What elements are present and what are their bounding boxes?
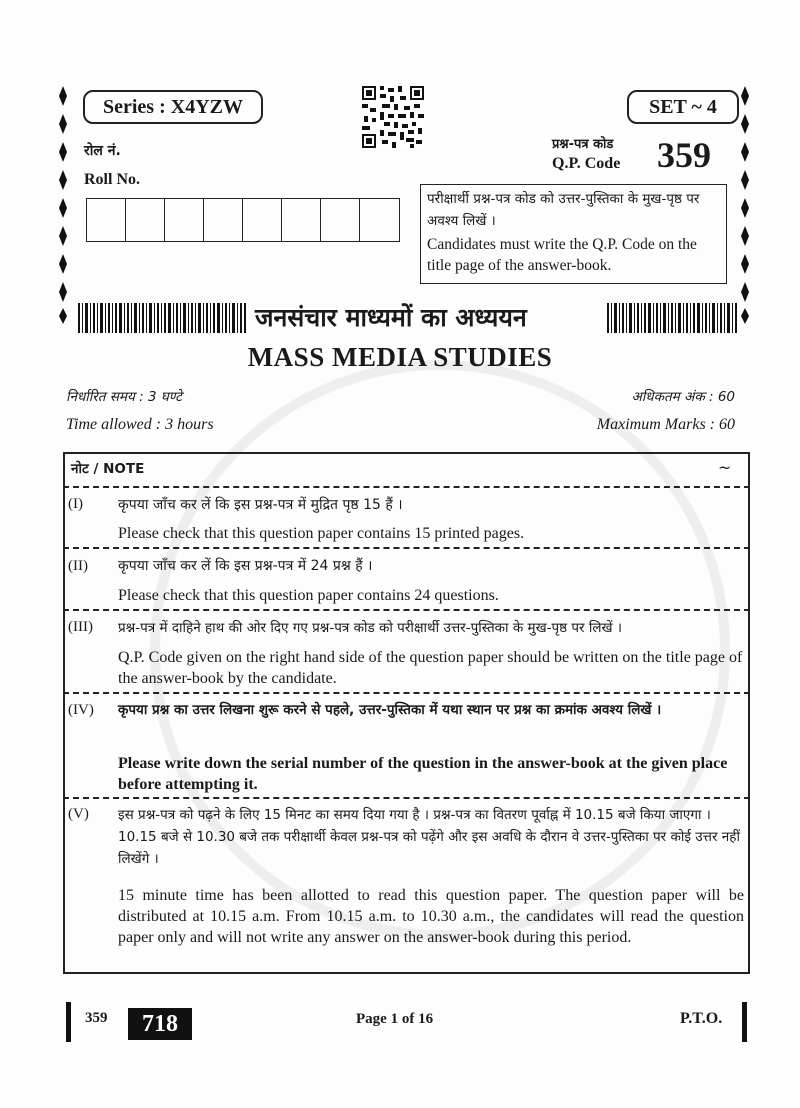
footer-paper-code: 359 <box>85 1010 108 1026</box>
footer-left-bar <box>66 1002 71 1042</box>
note-text-en: 15 minute time has been allotted to read this question paper. The question paper will be distributed at 10.15 a.m. From 10.15 a.m. to 10.30 a.m., the candidates will read the question paper only and will not write any answer on the answer-book during this period. <box>118 887 744 946</box>
note-number: (IV) <box>68 702 94 718</box>
note-text-hi: प्रश्न-पत्र में दाहिने हाथ की ओर दिए गए प्रश्न-पत्र कोड को परीक्षार्थी उत्तर-पुस्तिका के मुख-पृष्ठ पर लिखें । <box>118 620 622 636</box>
qp-instruction-en: Candidates must write the Q.P. Code on the title page of the answer-book. <box>427 236 697 274</box>
barcode-right <box>607 303 737 333</box>
pto-label: P.T.O. <box>680 1010 723 1027</box>
roll-digit-box[interactable] <box>321 199 360 241</box>
time-allowed-hi: निर्धारित समय : 3 घण्टे <box>66 389 182 405</box>
subject-title-hindi: जनसंचार माध्यमों का अध्ययन <box>255 303 527 332</box>
roll-number-boxes[interactable] <box>86 198 400 242</box>
divider <box>63 609 750 611</box>
roll-digit-box[interactable] <box>165 199 204 241</box>
note-number: (V) <box>68 806 89 822</box>
subject-title-english: MASS MEDIA STUDIES <box>247 342 553 372</box>
footer-code-box: 718 <box>128 1008 192 1040</box>
divider <box>63 486 750 488</box>
time-allowed-en: Time allowed : 3 hours <box>66 416 214 433</box>
note-text-en: Q.P. Code given on the right hand side of the question paper should be written on the title page of the answer-book by the candidate. <box>118 649 743 687</box>
page-number: Page 1 of 16 <box>356 1011 434 1027</box>
note-number: (II) <box>68 558 88 574</box>
divider <box>63 692 750 694</box>
roll-digit-box[interactable] <box>243 199 282 241</box>
roll-digit-box[interactable] <box>126 199 165 241</box>
qp-code-value: 359 <box>657 135 711 175</box>
barcode-left <box>78 303 246 333</box>
qr-code <box>362 86 424 148</box>
right-side-marks <box>740 86 750 326</box>
notes-tilde: ~ <box>718 458 732 477</box>
set-label: SET ~ 4 <box>627 90 739 124</box>
qp-code-label-en: Q.P. Code <box>552 155 621 172</box>
roll-digit-box[interactable] <box>282 199 321 241</box>
notes-heading: नोट / NOTE <box>71 461 145 477</box>
qp-code-instruction-box <box>420 184 727 284</box>
series-label: Series : X4YZW <box>83 90 263 124</box>
max-marks-hi: अधिकतम अंक : 60 <box>631 389 735 405</box>
qp-instruction-hi: परीक्षार्थी प्रश्न-पत्र कोड को उत्तर-पुस्तिका के मुख-पृष्ठ पर अवश्य लिखें । <box>427 191 700 229</box>
qp-code-label-hi: प्रश्न-पत्र कोड <box>552 137 614 152</box>
max-marks-en: Maximum Marks : 60 <box>596 416 735 433</box>
roll-digit-box[interactable] <box>204 199 243 241</box>
note-number: (I) <box>68 496 83 512</box>
roll-digit-box[interactable] <box>87 199 126 241</box>
roll-label-en: Roll No. <box>84 171 140 188</box>
roll-label-hi: रोल नं. <box>84 143 121 159</box>
left-side-marks <box>58 86 68 326</box>
note-text-hi: इस प्रश्न-पत्र को पढ़ने के लिए 15 मिनट का समय दिया गया है । प्रश्न-पत्र का वितरण पूर्वाह्न में 10.15 बजे किया जाएगा । 10.15 बजे से 10.30 बजे तक परीक्षार्थी केवल प्रश्न-पत्र को पढ़ेंगे और इस अवधि के दौरान वे उत्तर-पुस्तिका पर कोई उत्तर नहीं लिखेंगे । <box>118 807 740 867</box>
footer-right-bar <box>742 1002 747 1042</box>
roll-digit-box[interactable] <box>360 199 399 241</box>
note-text-hi: कृपया जाँच कर लें कि इस प्रश्न-पत्र में मुद्रित पृष्ठ 15 हैं । <box>118 497 403 513</box>
note-text-en: Please check that this question paper contains 24 questions. <box>118 587 499 604</box>
note-text-en: Please write down the serial number of the question in the answer-book at the given place before attempting it. <box>118 755 728 793</box>
note-text-hi: कृपया प्रश्न का उत्तर लिखना शुरू करने से पहले, उत्तर-पुस्तिका में यथा स्थान पर प्रश्न का क्रमांक अवश्य लिखें । <box>118 702 662 718</box>
note-text-en: Please check that this question paper contains 15 printed pages. <box>118 525 525 542</box>
divider <box>63 547 750 549</box>
divider <box>63 797 750 799</box>
note-number: (III) <box>68 619 93 635</box>
note-text-hi: कृपया जाँच कर लें कि इस प्रश्न-पत्र में 24 प्रश्न हैं । <box>118 558 373 574</box>
